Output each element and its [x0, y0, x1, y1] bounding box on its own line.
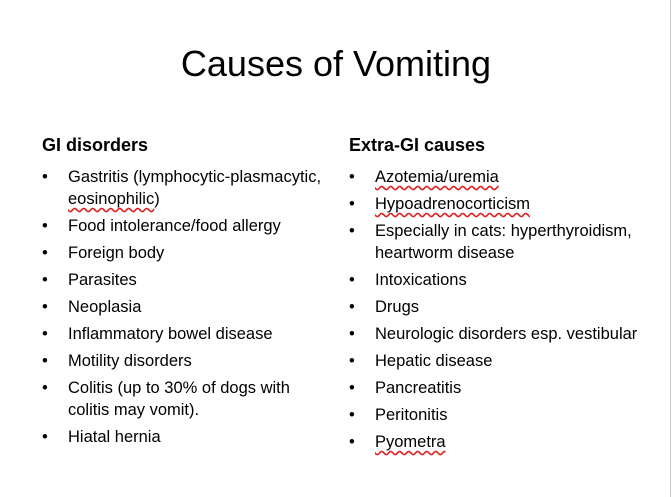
list-item [349, 166, 649, 188]
list-item-text: Neurologic disorders esp. vestibular [375, 325, 638, 343]
list-item-text: Pancreatitis [375, 379, 462, 397]
list-item [42, 269, 322, 291]
list-item-text: Neoplasia [68, 298, 142, 316]
list-item [349, 377, 649, 399]
list-item [42, 166, 322, 210]
list-item-text: Hepatic disease [375, 352, 493, 370]
list-item-text: Food intolerance/food allergy [68, 217, 281, 235]
list-item [42, 296, 322, 318]
list-item-text: Colitis (up to 30% of dogs with colitis may vomit). [68, 379, 290, 419]
list-item [349, 404, 649, 426]
list-item-text: Especially in cats: hyperthyroidism, heartworm disease [375, 222, 632, 262]
extra-gi-causes-list [349, 166, 649, 453]
list-item-text: Drugs [375, 298, 420, 316]
list-item-text: Hiatal hernia [68, 428, 161, 446]
list-item-text: Intoxications [375, 271, 467, 289]
list-item [42, 323, 322, 345]
extra-gi-causes-heading: Extra-GI causes [349, 135, 486, 155]
list-item [42, 350, 322, 372]
list-item [42, 377, 322, 421]
list-item [349, 431, 649, 453]
spellcheck-word: Hypoadrenocorticism [375, 195, 530, 213]
slide-title: Causes of Vomiting [180, 43, 492, 84]
gi-disorders-list [42, 166, 322, 448]
list-item-text: Parasites [68, 271, 137, 289]
list-item [349, 220, 649, 264]
list-item [349, 193, 649, 215]
list-item-text: Peritonitis [375, 406, 448, 424]
list-item [349, 269, 649, 291]
spellcheck-word: eosinophilic [68, 190, 155, 208]
list-item-text: Gastritis (lymphocytic-plasmacytic, [68, 168, 322, 186]
list-item-text: Motility disorders [68, 352, 192, 370]
extra-gi-causes-column [349, 134, 649, 458]
list-item-text: ) [154, 190, 160, 208]
list-item [349, 323, 649, 345]
gi-disorders-heading: GI disorders [42, 135, 149, 155]
list-item-text: Foreign body [68, 244, 165, 262]
list-item [349, 350, 649, 372]
list-item [42, 242, 322, 264]
gi-disorders-column [42, 134, 322, 453]
list-item [42, 426, 322, 448]
list-item [42, 215, 322, 237]
spellcheck-word: Pyometra [375, 433, 446, 451]
list-item-text: Inflammatory bowel disease [68, 325, 273, 343]
list-item [349, 296, 649, 318]
spellcheck-word: Azotemia/uremia [375, 168, 499, 186]
